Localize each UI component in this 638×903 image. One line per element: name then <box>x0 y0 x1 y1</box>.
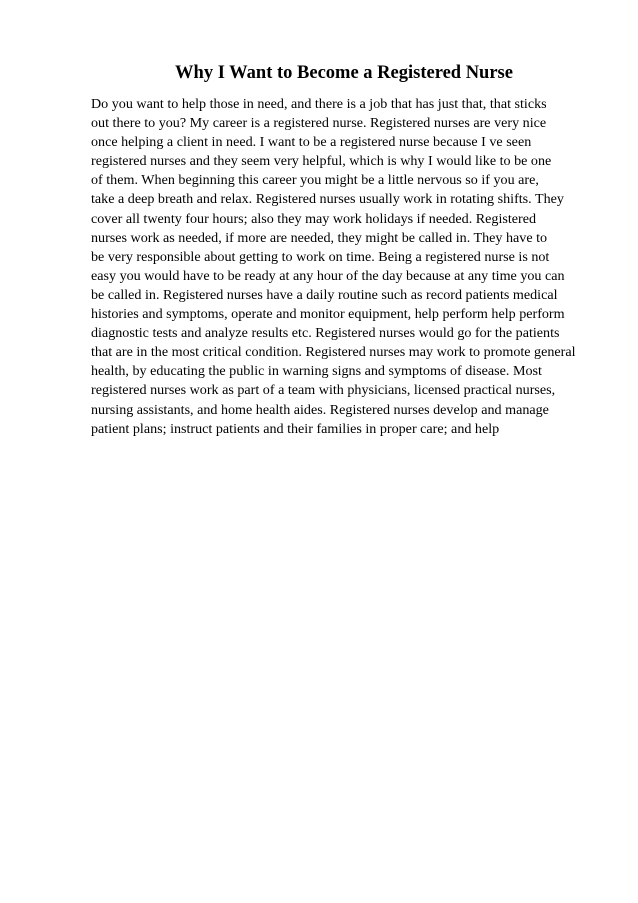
document-body <box>91 95 631 439</box>
body-line: health, by educating the public in warning signs and symptoms of disease. Most <box>91 363 542 380</box>
body-line: cover all twenty four hours; also they may work holidays if needed. Registered <box>91 210 537 227</box>
body-line: nursing assistants, and home health aides. Registered nurses develop and manage <box>91 401 549 418</box>
body-line: diagnostic tests and analyze results etc. Registered nurses would go for the patients <box>91 325 560 342</box>
body-line: easy you would have to be ready at any hour of the day because at any time you can <box>91 267 565 284</box>
body-line: that are in the most critical condition. Registered nurses may work to promote general <box>91 344 576 361</box>
body-line: nurses work as needed, if more are needed, they might be called in. They have to <box>91 229 548 246</box>
body-line: take a deep breath and relax. Registered nurses usually work in rotating shifts. They <box>91 191 564 208</box>
document-title: Why I Want to Become a Registered Nurse <box>175 63 513 83</box>
body-line: be called in. Registered nurses have a daily routine such as record patients medical <box>91 286 558 303</box>
body-line: of them. When beginning this career you might be a little nervous so if you are, <box>91 172 539 189</box>
body-line: patient plans; instruct patients and their families in proper care; and help <box>91 420 500 437</box>
body-line: Do you want to help those in need, and there is a job that has just that, that sticks <box>91 96 547 112</box>
body-line: be very responsible about getting to work on time. Being a registered nurse is not <box>91 248 550 265</box>
body-line: registered nurses work as part of a team with physicians, licensed practical nurses, <box>91 382 556 399</box>
body-line: once helping a client in need. I want to be a registered nurse because I ve seen <box>91 134 532 151</box>
body-line: out there to you? My career is a registered nurse. Registered nurses are very nice <box>91 115 547 132</box>
body-line: histories and symptoms, operate and monitor equipment, help perform help perform <box>91 306 565 323</box>
body-line: registered nurses and they seem very helpful, which is why I would like to be one <box>91 153 552 170</box>
